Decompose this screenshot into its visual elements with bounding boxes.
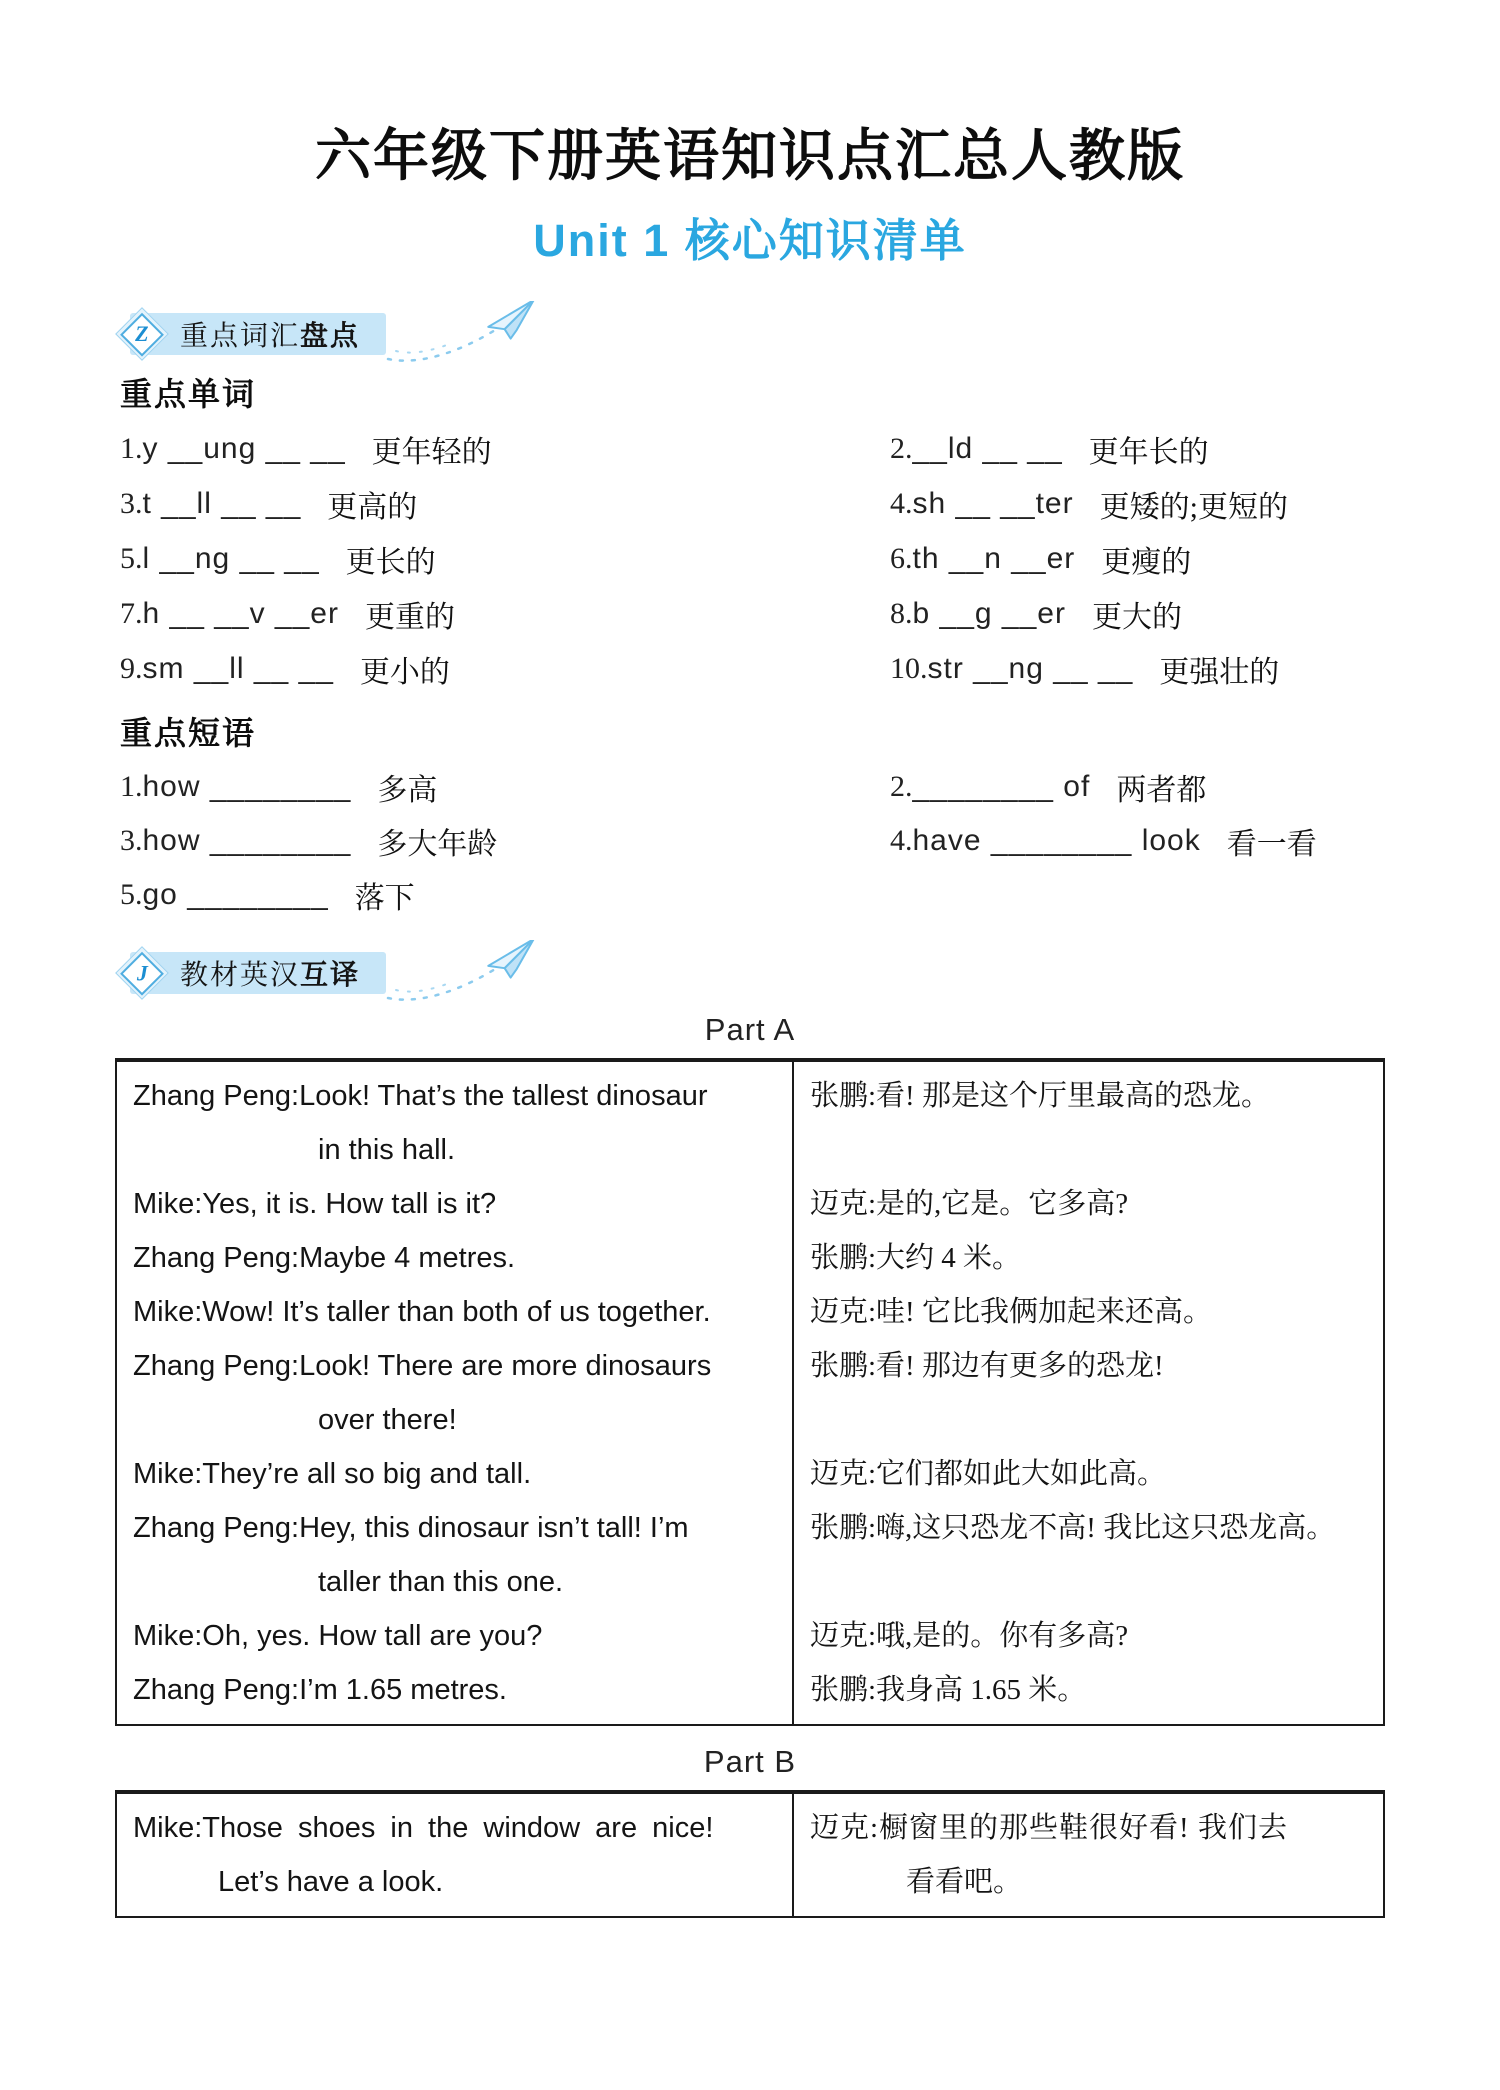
dialogue-chinese-line: 迈克:它们都如此大如此高。	[810, 1458, 1167, 1490]
dialogue-english-cell	[117, 1231, 792, 1285]
dialogue-chinese-cell	[794, 1501, 1383, 1609]
dialogue-chinese-cell	[794, 1447, 1383, 1501]
item-chinese-meaning: 更重的	[364, 600, 455, 634]
dialogue-english-cell	[117, 1285, 792, 1339]
dialogue-chinese-cell	[794, 1231, 1383, 1285]
dialogue-english-cell	[117, 1177, 792, 1231]
item-english-blank: have ________ look	[912, 824, 1201, 857]
section-badge-vocab	[130, 313, 386, 355]
item-chinese-meaning: 多高	[377, 774, 438, 807]
dialogue-english-cell	[117, 1801, 792, 1909]
dialogue-english-cell	[117, 1069, 792, 1177]
item-number: 5.	[120, 541, 143, 575]
item-english-blank: th __n __er	[912, 541, 1076, 575]
dialogue-chinese-cell	[794, 1177, 1383, 1231]
badge-label-regular: 教材英汉	[180, 959, 301, 990]
phrase-item	[120, 760, 890, 814]
key-phrases-list	[120, 760, 1400, 922]
key-words-list	[120, 421, 1400, 696]
item-number: 8.	[890, 596, 913, 630]
word-item	[890, 586, 1400, 641]
dialogue-english-line: over there!	[318, 1404, 457, 1436]
item-number: 4.	[890, 486, 913, 520]
dialogue-chinese-cell	[794, 1069, 1383, 1177]
item-number: 1.	[120, 431, 143, 465]
item-number: 3.	[120, 486, 143, 520]
item-chinese-meaning: 更小的	[359, 655, 450, 689]
phrase-item	[120, 814, 890, 868]
item-english-blank: sm __ll __ __	[142, 651, 334, 685]
item-english-blank: t __ll __ __	[142, 486, 302, 520]
item-english-blank: l __ng __ __	[142, 541, 320, 575]
item-number: 5.	[120, 878, 143, 911]
dialogue-english-line: Zhang Peng:Hey, this dinosaur isn’t tall! I’m	[133, 1512, 689, 1544]
paper-plane-icon	[382, 301, 542, 373]
dialogue-english-line: Mike:Oh, yes. How tall are you?	[133, 1620, 543, 1652]
badge-diamond-icon	[115, 946, 169, 1000]
dialogue-chinese-line: 张鹏:大约 4 米。	[810, 1242, 1022, 1274]
item-chinese-meaning: 多大年龄	[377, 828, 498, 861]
item-english-blank: b __g __er	[912, 596, 1066, 630]
dialogue-chinese-line: 迈克:哇! 它比我俩加起来还高。	[810, 1296, 1212, 1328]
word-item	[120, 531, 890, 586]
dialogue-table	[115, 1058, 1385, 1726]
item-chinese-meaning: 更瘦的	[1101, 545, 1192, 579]
phrases-heading: 重点短语	[120, 715, 257, 751]
dialogue-english-line: Zhang Peng:Look! That’s the tallest dinosaur	[133, 1080, 708, 1112]
dialogue-english-line: Zhang Peng:I’m 1.65 metres.	[133, 1674, 507, 1706]
badge-label-bold: 互译	[300, 959, 361, 990]
part-label: Part A	[704, 1012, 796, 1047]
dialogue-chinese-line: 迈克:哦,是的。你有多高?	[810, 1620, 1129, 1652]
word-item	[120, 641, 890, 696]
item-number: 9.	[120, 651, 143, 685]
dialogue-row	[117, 1501, 1383, 1609]
item-english-blank: go ________	[142, 878, 329, 911]
dialogue-row	[117, 1285, 1383, 1339]
dialogue-english-cell	[117, 1501, 792, 1609]
word-item	[890, 421, 1400, 476]
dialogue-row	[117, 1177, 1383, 1231]
badge-label-regular: 重点词汇	[180, 320, 301, 351]
dialogue-english-line: Zhang Peng:Maybe 4 metres.	[133, 1242, 516, 1274]
item-english-blank: how ________	[142, 770, 352, 803]
dialogue-chinese-cell	[794, 1801, 1383, 1909]
dialogue-row	[117, 1801, 1383, 1909]
dialogue-chinese-line: 张鹏:看! 那是这个厅里最高的恐龙。	[810, 1080, 1270, 1112]
item-chinese-meaning: 更年长的	[1088, 435, 1209, 469]
item-chinese-meaning: 更高的	[327, 490, 418, 524]
dialogue-row	[117, 1069, 1383, 1177]
item-chinese-meaning: 看一看	[1226, 828, 1317, 861]
part-label: Part B	[703, 1744, 797, 1779]
item-english-blank: ________ of	[912, 770, 1091, 803]
item-chinese-meaning: 落下	[354, 882, 415, 915]
unit-subtitle: Unit 1 核心知识清单	[533, 215, 967, 266]
word-item	[890, 476, 1400, 531]
dialogue-row	[117, 1339, 1383, 1447]
item-number: 4.	[890, 824, 913, 857]
dialogue-chinese-line: 张鹏:嗨,这只恐龙不高! 我比这只恐龙高。	[810, 1512, 1336, 1544]
dialogue-row	[117, 1231, 1383, 1285]
badge-letter: Z	[135, 320, 149, 346]
dialogue-english-line: Mike:Yes, it is. How tall is it?	[133, 1188, 497, 1220]
page-title: 六年级下册英语知识点汇总人教版	[315, 124, 1185, 187]
item-number: 2.	[890, 770, 913, 803]
word-item	[120, 421, 890, 476]
phrase-item	[120, 868, 890, 922]
item-number: 7.	[120, 596, 143, 630]
dialogue-chinese-line: 迈克:橱窗里的那些鞋很好看! 我们去	[810, 1812, 1288, 1844]
badge-label-bold: 盘点	[300, 320, 361, 351]
dialogue-english-cell	[117, 1663, 792, 1717]
item-chinese-meaning: 更强壮的	[1159, 655, 1280, 689]
item-english-blank: str __ng __ __	[927, 651, 1134, 685]
item-english-blank: y __ung __ __	[142, 431, 346, 465]
word-item	[120, 476, 890, 531]
dialogue-english-line: Mike:Wow! It’s taller than both of us together.	[133, 1296, 711, 1328]
paper-plane-icon	[382, 940, 542, 1012]
item-chinese-meaning: 更年轻的	[371, 435, 492, 469]
badge-diamond-icon	[115, 307, 169, 361]
item-english-blank: h __ __v __er	[142, 596, 339, 630]
dialogue-chinese-cell	[794, 1339, 1383, 1447]
item-number: 1.	[120, 770, 143, 803]
dialogue-chinese-cell	[794, 1285, 1383, 1339]
item-number: 3.	[120, 824, 143, 857]
section-badge-translation	[130, 952, 386, 994]
word-item	[890, 531, 1400, 586]
word-item	[890, 641, 1400, 696]
section-badge-label	[180, 953, 360, 993]
dialogue-english-cell	[117, 1447, 792, 1501]
dialogue-english-line: Mike:Those shoes in the window are nice!	[133, 1812, 714, 1844]
dialogue-row	[117, 1447, 1383, 1501]
badge-diamond-inner	[120, 312, 164, 356]
section-badge-label	[180, 314, 360, 354]
item-english-blank: __ld __ __	[912, 431, 1063, 465]
item-chinese-meaning: 更矮的;更短的	[1099, 490, 1288, 524]
dialogue-section	[0, 1012, 1500, 1918]
item-number: 10.	[890, 651, 928, 685]
badge-diamond-inner	[120, 951, 164, 995]
dialogue-chinese-line: 迈克:是的,它是。它多高?	[810, 1188, 1129, 1220]
phrase-item	[890, 760, 1400, 814]
dialogue-english-line: in this hall.	[318, 1134, 456, 1166]
dialogue-row	[117, 1663, 1383, 1717]
item-chinese-meaning: 更大的	[1091, 600, 1182, 634]
dialogue-chinese-line: 看看吧。	[906, 1866, 1023, 1898]
dialogue-row	[117, 1609, 1383, 1663]
dialogue-table	[115, 1790, 1385, 1918]
dialogue-english-cell	[117, 1609, 792, 1663]
dialogue-english-line: Zhang Peng:Look! There are more dinosaurs	[133, 1350, 712, 1382]
dialogue-english-line: taller than this one.	[318, 1566, 564, 1598]
item-number: 2.	[890, 431, 913, 465]
phrase-item	[890, 814, 1400, 868]
dialogue-english-cell	[117, 1339, 792, 1447]
item-english-blank: how ________	[142, 824, 352, 857]
word-item	[120, 586, 890, 641]
badge-letter: J	[136, 960, 148, 985]
item-number: 6.	[890, 541, 913, 575]
words-heading: 重点单词	[120, 376, 257, 412]
dialogue-english-line: Let’s have a look.	[218, 1866, 444, 1898]
dialogue-english-line: Mike:They’re all so big and tall.	[133, 1458, 532, 1490]
dialogue-chinese-line: 张鹏:看! 那边有更多的恐龙!	[810, 1350, 1164, 1382]
item-english-blank: sh __ __ter	[912, 486, 1074, 520]
dialogue-chinese-cell	[794, 1609, 1383, 1663]
item-chinese-meaning: 更长的	[345, 545, 436, 579]
dialogue-chinese-cell	[794, 1663, 1383, 1717]
dialogue-chinese-line: 张鹏:我身高 1.65 米。	[810, 1674, 1087, 1706]
item-chinese-meaning: 两者都	[1116, 774, 1207, 807]
